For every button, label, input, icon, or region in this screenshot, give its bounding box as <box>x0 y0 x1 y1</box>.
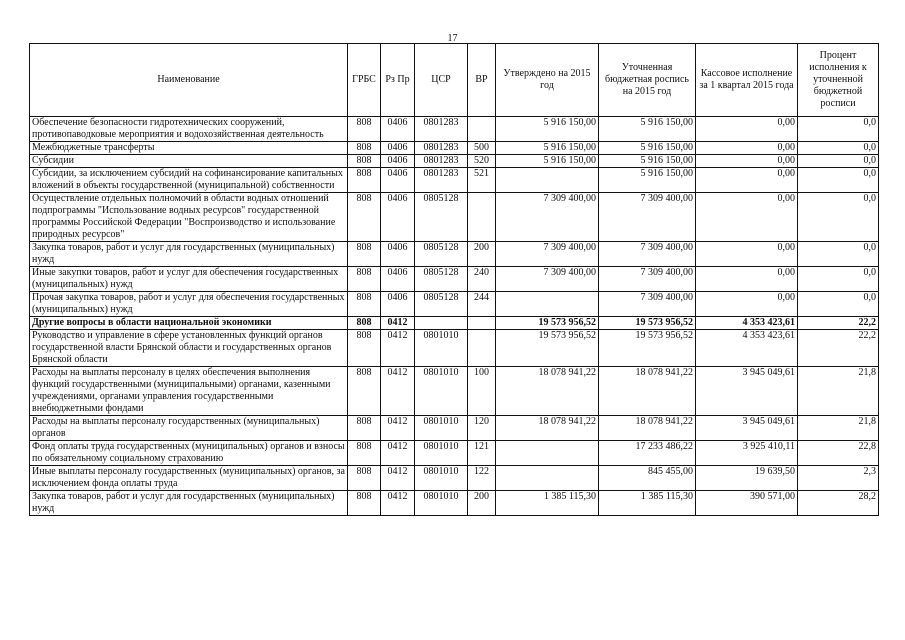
cell-rzpr: 0412 <box>381 416 415 441</box>
cell-csr: 0805128 <box>415 193 468 242</box>
cell-vr <box>468 330 496 367</box>
cell-approved <box>496 292 599 317</box>
cell-approved <box>496 441 599 466</box>
cell-refined: 19 573 956,52 <box>599 317 696 330</box>
cell-vr: 500 <box>468 142 496 155</box>
cell-csr: 0801010 <box>415 330 468 367</box>
cell-refined: 19 573 956,52 <box>599 330 696 367</box>
cell-percent: 0,0 <box>798 142 879 155</box>
cell-grbs: 808 <box>348 491 381 516</box>
cell-cash: 390 571,00 <box>696 491 798 516</box>
table-row <box>30 193 879 242</box>
cell-vr <box>468 117 496 142</box>
cell-csr: 0801010 <box>415 441 468 466</box>
cell-percent: 21,8 <box>798 367 879 416</box>
cell-name: Руководство и управление в сфере установленных функций органов государственной власти Брянской области и государственных органов Брянской области <box>30 330 348 367</box>
cell-percent: 0,0 <box>798 292 879 317</box>
cell-vr <box>468 193 496 242</box>
cell-refined: 5 916 150,00 <box>599 155 696 168</box>
cell-csr <box>415 317 468 330</box>
cell-cash: 0,00 <box>696 155 798 168</box>
cell-vr: 244 <box>468 292 496 317</box>
cell-rzpr: 0406 <box>381 267 415 292</box>
table-row <box>30 466 879 491</box>
cell-vr: 121 <box>468 441 496 466</box>
cell-approved: 5 916 150,00 <box>496 155 599 168</box>
cell-csr: 0801283 <box>415 168 468 193</box>
table-row <box>30 292 879 317</box>
col-header-csr: ЦСР <box>415 44 468 117</box>
cell-name: Фонд оплаты труда государственных (муниципальных) органов и взносы по обязательному социальному страхованию <box>30 441 348 466</box>
cell-name: Межбюджетные трансферты <box>30 142 348 155</box>
cell-grbs: 808 <box>348 267 381 292</box>
table-row <box>30 117 879 142</box>
cell-approved: 7 309 400,00 <box>496 242 599 267</box>
cell-csr: 0801283 <box>415 117 468 142</box>
cell-refined: 17 233 486,22 <box>599 441 696 466</box>
table-row <box>30 416 879 441</box>
cell-refined: 7 309 400,00 <box>599 242 696 267</box>
table-row <box>30 491 879 516</box>
col-header-name: Наименование <box>30 44 348 117</box>
cell-cash: 0,00 <box>696 117 798 142</box>
table-row <box>30 267 879 292</box>
cell-name: Субсидии <box>30 155 348 168</box>
cell-approved: 7 309 400,00 <box>496 267 599 292</box>
cell-cash: 3 945 049,61 <box>696 367 798 416</box>
cell-rzpr: 0412 <box>381 317 415 330</box>
cell-grbs: 808 <box>348 117 381 142</box>
cell-refined: 18 078 941,22 <box>599 416 696 441</box>
table-row <box>30 330 879 367</box>
cell-vr <box>468 317 496 330</box>
cell-cash: 4 353 423,61 <box>696 330 798 367</box>
cell-vr: 200 <box>468 491 496 516</box>
cell-vr: 240 <box>468 267 496 292</box>
cell-percent: 28,2 <box>798 491 879 516</box>
cell-percent: 0,0 <box>798 193 879 242</box>
cell-csr: 0801010 <box>415 491 468 516</box>
cell-name: Расходы на выплаты персоналу государственных (муниципальных) органов <box>30 416 348 441</box>
cell-grbs: 808 <box>348 466 381 491</box>
cell-rzpr: 0412 <box>381 491 415 516</box>
cell-percent: 22,2 <box>798 317 879 330</box>
cell-name: Иные выплаты персоналу государственных (муниципальных) органов, за исключением фонда оплаты труда <box>30 466 348 491</box>
cell-vr: 120 <box>468 416 496 441</box>
cell-cash: 0,00 <box>696 193 798 242</box>
cell-name: Субсидии, за исключением субсидий на софинансирование капитальных вложений в объекты государственной (муниципальной) собственности <box>30 168 348 193</box>
col-header-grbs: ГРБС <box>348 44 381 117</box>
cell-grbs: 808 <box>348 416 381 441</box>
cell-csr: 0805128 <box>415 267 468 292</box>
cell-cash: 19 639,50 <box>696 466 798 491</box>
cell-grbs: 808 <box>348 317 381 330</box>
table-row <box>30 242 879 267</box>
cell-rzpr: 0406 <box>381 193 415 242</box>
cell-name: Прочая закупка товаров, работ и услуг для обеспечения государственных (муниципальных) нужд <box>30 292 348 317</box>
cell-csr: 0801283 <box>415 155 468 168</box>
cell-vr: 100 <box>468 367 496 416</box>
cell-refined: 5 916 150,00 <box>599 142 696 155</box>
col-header-rzpr: Рз Пр <box>381 44 415 117</box>
cell-cash: 0,00 <box>696 292 798 317</box>
cell-grbs: 808 <box>348 367 381 416</box>
cell-percent: 0,0 <box>798 168 879 193</box>
cell-rzpr: 0412 <box>381 441 415 466</box>
cell-grbs: 808 <box>348 142 381 155</box>
cell-cash: 3 925 410,11 <box>696 441 798 466</box>
cell-cash: 3 945 049,61 <box>696 416 798 441</box>
cell-cash: 0,00 <box>696 267 798 292</box>
budget-table <box>29 43 879 516</box>
cell-grbs: 808 <box>348 330 381 367</box>
cell-percent: 0,0 <box>798 117 879 142</box>
cell-percent: 0,0 <box>798 267 879 292</box>
cell-rzpr: 0412 <box>381 367 415 416</box>
cell-rzpr: 0406 <box>381 117 415 142</box>
cell-name: Закупка товаров, работ и услуг для государственных (муниципальных) нужд <box>30 242 348 267</box>
cell-csr: 0801010 <box>415 367 468 416</box>
header-row <box>30 44 879 117</box>
cell-rzpr: 0412 <box>381 466 415 491</box>
col-header-approved: Утверждено на 2015 год <box>496 44 599 117</box>
cell-vr: 520 <box>468 155 496 168</box>
cell-refined: 5 916 150,00 <box>599 168 696 193</box>
cell-percent: 21,8 <box>798 416 879 441</box>
cell-refined: 7 309 400,00 <box>599 193 696 242</box>
cell-percent: 0,0 <box>798 155 879 168</box>
cell-rzpr: 0406 <box>381 142 415 155</box>
cell-approved: 19 573 956,52 <box>496 330 599 367</box>
cell-vr: 200 <box>468 242 496 267</box>
col-header-percent: Процент исполнения к уточненной бюджетной росписи <box>798 44 879 117</box>
cell-csr: 0805128 <box>415 242 468 267</box>
cell-rzpr: 0406 <box>381 168 415 193</box>
cell-rzpr: 0406 <box>381 292 415 317</box>
cell-approved: 18 078 941,22 <box>496 416 599 441</box>
cell-name: Осуществление отдельных полномочий в области водных отношений подпрограммы "Использование водных ресурсов" государственной программы Российской Федерации "Воспроизводство и использование природных ресурсов" <box>30 193 348 242</box>
cell-refined: 845 455,00 <box>599 466 696 491</box>
cell-grbs: 808 <box>348 193 381 242</box>
cell-vr: 122 <box>468 466 496 491</box>
cell-csr: 0805128 <box>415 292 468 317</box>
table-row <box>30 168 879 193</box>
cell-refined: 7 309 400,00 <box>599 267 696 292</box>
cell-rzpr: 0406 <box>381 155 415 168</box>
cell-rzpr: 0412 <box>381 330 415 367</box>
table-row <box>30 441 879 466</box>
cell-csr: 0801010 <box>415 466 468 491</box>
cell-percent: 22,2 <box>798 330 879 367</box>
cell-refined: 7 309 400,00 <box>599 292 696 317</box>
cell-grbs: 808 <box>348 242 381 267</box>
table-row <box>30 155 879 168</box>
cell-refined: 5 916 150,00 <box>599 117 696 142</box>
cell-csr: 0801283 <box>415 142 468 155</box>
cell-name: Закупка товаров, работ и услуг для государственных (муниципальных) нужд <box>30 491 348 516</box>
cell-name: Иные закупки товаров, работ и услуг для обеспечения государственных (муниципальных) нужд <box>30 267 348 292</box>
col-header-refined: Уточненная бюджетная роспись на 2015 год <box>599 44 696 117</box>
cell-percent: 0,0 <box>798 242 879 267</box>
cell-vr: 521 <box>468 168 496 193</box>
cell-cash: 0,00 <box>696 242 798 267</box>
col-header-vr: ВР <box>468 44 496 117</box>
cell-approved: 7 309 400,00 <box>496 193 599 242</box>
cell-percent: 22,8 <box>798 441 879 466</box>
cell-cash: 0,00 <box>696 168 798 193</box>
cell-percent: 2,3 <box>798 466 879 491</box>
cell-grbs: 808 <box>348 155 381 168</box>
cell-refined: 1 385 115,30 <box>599 491 696 516</box>
cell-rzpr: 0406 <box>381 242 415 267</box>
cell-cash: 0,00 <box>696 142 798 155</box>
col-header-cash: Кассовое исполнение за 1 квартал 2015 года <box>696 44 798 117</box>
page-number: 17 <box>447 33 458 44</box>
cell-name: Расходы на выплаты персоналу в целях обеспечения выполнения функций государственными (муниципальными) органами, казенными учреждениями, органами управления государственными внебюджетными фондами <box>30 367 348 416</box>
table-row <box>30 367 879 416</box>
cell-approved: 1 385 115,30 <box>496 491 599 516</box>
cell-refined: 18 078 941,22 <box>599 367 696 416</box>
cell-approved <box>496 466 599 491</box>
cell-csr: 0801010 <box>415 416 468 441</box>
cell-cash: 4 353 423,61 <box>696 317 798 330</box>
cell-approved: 18 078 941,22 <box>496 367 599 416</box>
cell-grbs: 808 <box>348 441 381 466</box>
table-row <box>30 317 879 330</box>
cell-name: Обеспечение безопасности гидротехнических сооружений, противопаводковые мероприятия и водохозяйственная деятельность <box>30 117 348 142</box>
cell-approved: 5 916 150,00 <box>496 142 599 155</box>
cell-approved: 5 916 150,00 <box>496 117 599 142</box>
cell-approved <box>496 168 599 193</box>
cell-grbs: 808 <box>348 168 381 193</box>
cell-name: Другие вопросы в области национальной экономики <box>30 317 348 330</box>
cell-grbs: 808 <box>348 292 381 317</box>
table-row <box>30 142 879 155</box>
cell-approved: 19 573 956,52 <box>496 317 599 330</box>
